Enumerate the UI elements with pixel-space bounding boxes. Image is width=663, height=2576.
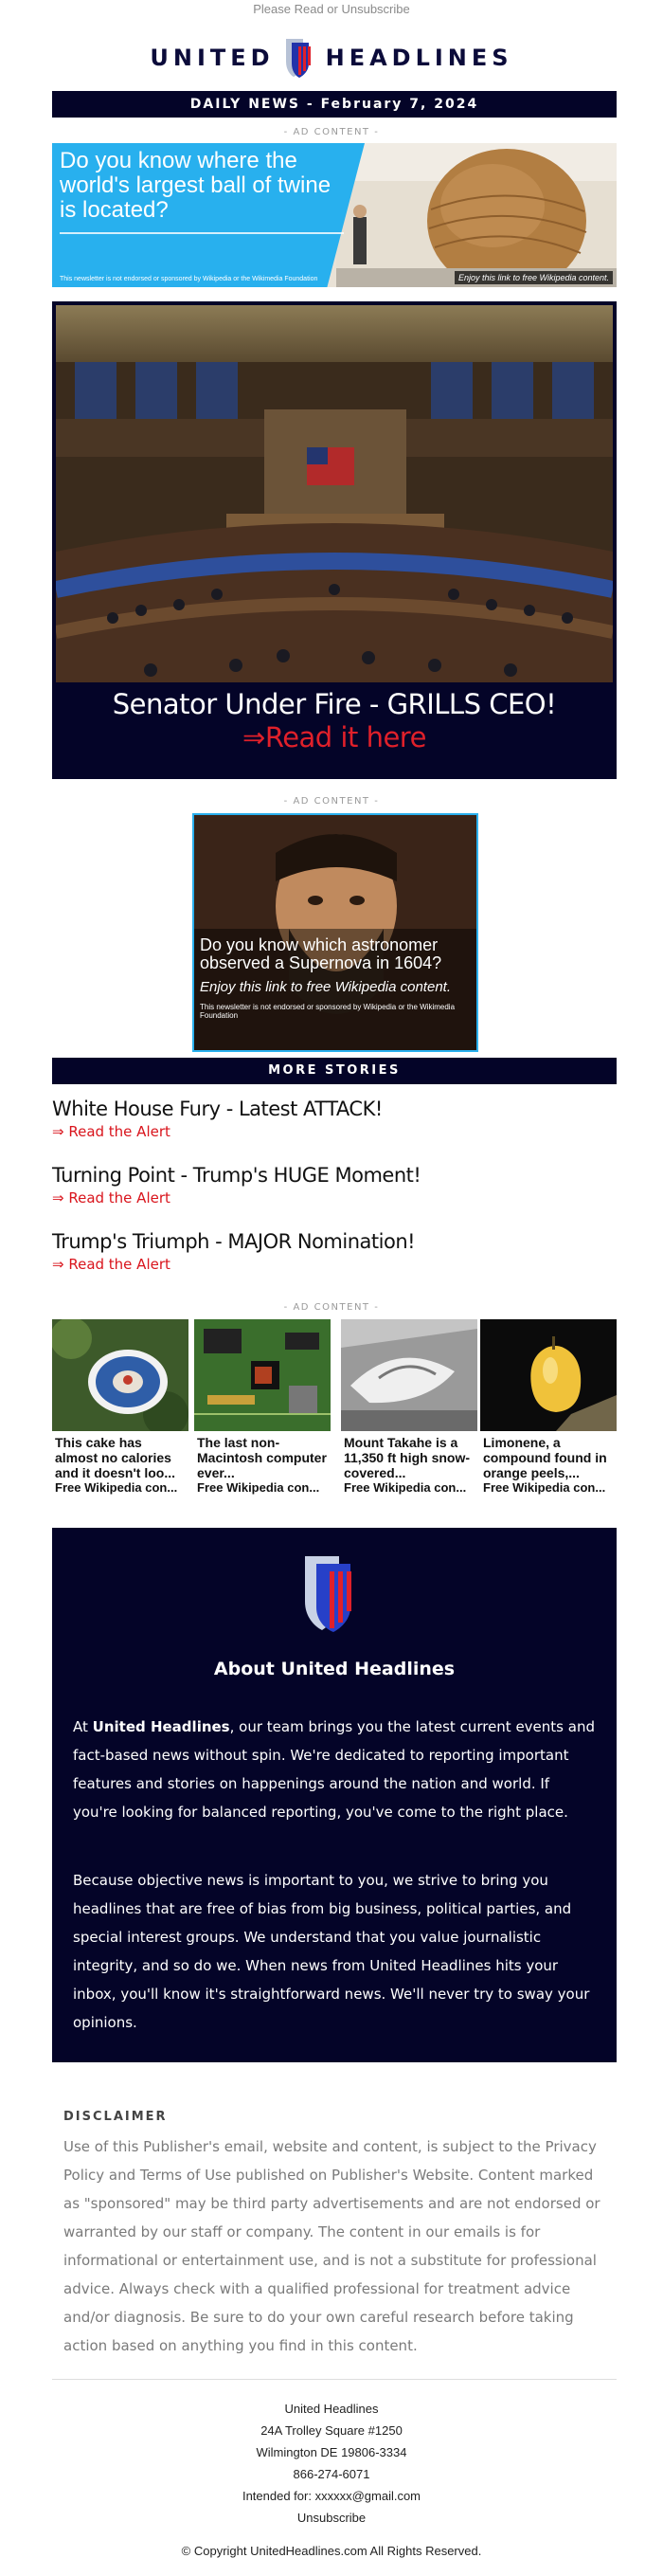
ad-label: - AD CONTENT - xyxy=(283,796,380,807)
about-paragraph-1 xyxy=(73,1713,596,1826)
ad-tile[interactable] xyxy=(52,1319,188,1499)
footer-company: United Headlines xyxy=(284,2402,379,2416)
shield-logo-icon xyxy=(284,37,316,79)
tile-source: Free Wikipedia con... xyxy=(55,1480,178,1495)
ad-tile[interactable] xyxy=(194,1319,331,1499)
more-stories-bar: MORE STORIES xyxy=(52,1058,617,1084)
tile-source: Free Wikipedia con... xyxy=(197,1480,320,1495)
tile-image[interactable] xyxy=(341,1319,477,1431)
about-section xyxy=(52,1528,617,2062)
tile-title[interactable]: Mount Takahe is a 11,350 ft high snow-covered... xyxy=(344,1435,471,1480)
brand-word-left: UNITED xyxy=(150,45,275,71)
copyright: © Copyright UnitedHeadlines.com All Rights Reserved. xyxy=(181,2544,482,2558)
brand-logo[interactable] xyxy=(0,36,663,80)
about-title: About United Headlines xyxy=(213,1659,456,1679)
twine-ball-image xyxy=(336,143,617,287)
tile-title[interactable]: The last non-Macintosh computer ever... xyxy=(197,1435,327,1480)
about-p1-rest: , our team brings you the latest current events and fact-based news without spin. We're dedicated to reporting important features and stories on happenings around the nation and world. If you're looking for balanced reporting, you've come to the right place. xyxy=(73,1718,595,1821)
tile-source: Free Wikipedia con... xyxy=(344,1480,467,1495)
congress-chamber-image xyxy=(56,305,613,682)
cake-plate-image xyxy=(52,1319,188,1431)
ad-text-block xyxy=(200,936,471,1020)
ad-label: - AD CONTENT - xyxy=(283,1302,380,1313)
ad-disclaimer: This newsletter is not endorsed or sponsored by Wikipedia or the Wikimedia Foundation xyxy=(60,276,318,282)
story-title[interactable]: Trump's Triumph - MAJOR Nomination! xyxy=(52,1230,416,1253)
story-item[interactable] xyxy=(52,1098,617,1140)
disclaimer-heading: DISCLAIMER xyxy=(63,2110,168,2124)
story-title[interactable]: White House Fury - Latest ATTACK! xyxy=(52,1098,383,1120)
ad-tile[interactable] xyxy=(341,1319,477,1499)
about-paragraph-2: Because objective news is important to you, we strive to bring you headlines that are free of bias from big business, political parties, and special interest groups. We understand that you value journalistic integrity, and so do we. When news from United Headlines hits your inbox, you'll know it's straightforward news. We'll never try to sway your opinions. xyxy=(73,1872,590,2031)
story-item[interactable] xyxy=(52,1164,617,1206)
ad-label: - AD CONTENT - xyxy=(283,127,380,137)
ad-question[interactable]: Do you know which astronomer observed a Supernova in 1604? xyxy=(200,935,442,972)
tile-image[interactable] xyxy=(52,1319,188,1431)
date-bar: DAILY NEWS - February 7, 2024 xyxy=(52,91,617,118)
footer-address-1: 24A Trolley Square #1250 xyxy=(260,2423,403,2438)
ad-divider xyxy=(60,232,344,234)
story-read-link[interactable]: ⇒ Read the Alert xyxy=(52,1256,170,1273)
shield-logo-icon xyxy=(303,1554,364,1634)
story-title[interactable]: Turning Point - Trump's HUGE Moment! xyxy=(52,1164,421,1187)
circuit-board-image xyxy=(194,1319,331,1431)
footer-address-2: Wilmington DE 19806-3334 xyxy=(256,2445,407,2459)
disclaimer-body: Use of this Publisher's email, website and content, is subject to the Privacy Policy and Terms of Use published on Publisher's Website. Content marked as "sponsored" may be third party advertisements and are not endorsed or warranted by our staff or company. The content in our emails is for informational or entertainment use, and is not a substitute for professional advice. Always check with a qualified professional for treatment advice and/or diagnosis. Be sure to do your own careful research before taking action based on anything you find in this content. xyxy=(63,2138,600,2354)
tile-source: Free Wikipedia con... xyxy=(483,1480,606,1495)
brand-word-right: HEADLINES xyxy=(325,45,513,71)
hero-read-link[interactable]: ⇒Read it here xyxy=(242,721,426,753)
footer-intended: Intended for: xxxxxx@gmail.com xyxy=(242,2489,421,2503)
hero-image[interactable] xyxy=(56,305,613,682)
story-read-link[interactable]: ⇒ Read the Alert xyxy=(52,1123,170,1140)
astronomer-ad[interactable] xyxy=(192,813,478,1052)
ad-caption[interactable]: Enjoy this link to free Wikipedia content. xyxy=(200,979,451,995)
story-read-link[interactable]: ⇒ Read the Alert xyxy=(52,1189,170,1206)
tile-title[interactable]: This cake has almost no calories and it doesn't loo... xyxy=(55,1435,175,1480)
tile-title[interactable]: Limonene, a compound found in orange peels,... xyxy=(483,1435,607,1480)
disclaimer-section xyxy=(63,2110,607,2360)
ad-question[interactable]: Do you know where the world's largest ball of twine is located? xyxy=(60,148,332,223)
about-brand: United Headlines xyxy=(92,1718,230,1735)
footer-phone: 866-274-6071 xyxy=(293,2467,370,2481)
ad-tile[interactable] xyxy=(480,1319,617,1499)
hero-headline[interactable]: Senator Under Fire - GRILLS CEO! xyxy=(112,688,557,720)
tile-image[interactable] xyxy=(480,1319,617,1431)
mount-takahe-image xyxy=(341,1319,477,1431)
divider xyxy=(52,2379,617,2380)
footer xyxy=(0,2398,663,2529)
limonene-lemon-image xyxy=(480,1319,617,1431)
about-p1-prefix: At xyxy=(73,1718,93,1735)
hero-story[interactable] xyxy=(52,301,617,779)
twine-ad[interactable] xyxy=(52,143,617,287)
ad-caption[interactable]: Enjoy this link to free Wikipedia content. xyxy=(455,271,613,284)
story-item[interactable] xyxy=(52,1230,617,1273)
ad-disclaimer: This newsletter is not endorsed or sponsored by Wikipedia or the Wikimedia Foundation xyxy=(200,1003,456,1020)
unsubscribe-link[interactable]: Unsubscribe xyxy=(296,2511,367,2525)
tile-image[interactable] xyxy=(194,1319,331,1431)
preheader-text[interactable]: Please Read or Unsubscribe xyxy=(253,2,410,16)
